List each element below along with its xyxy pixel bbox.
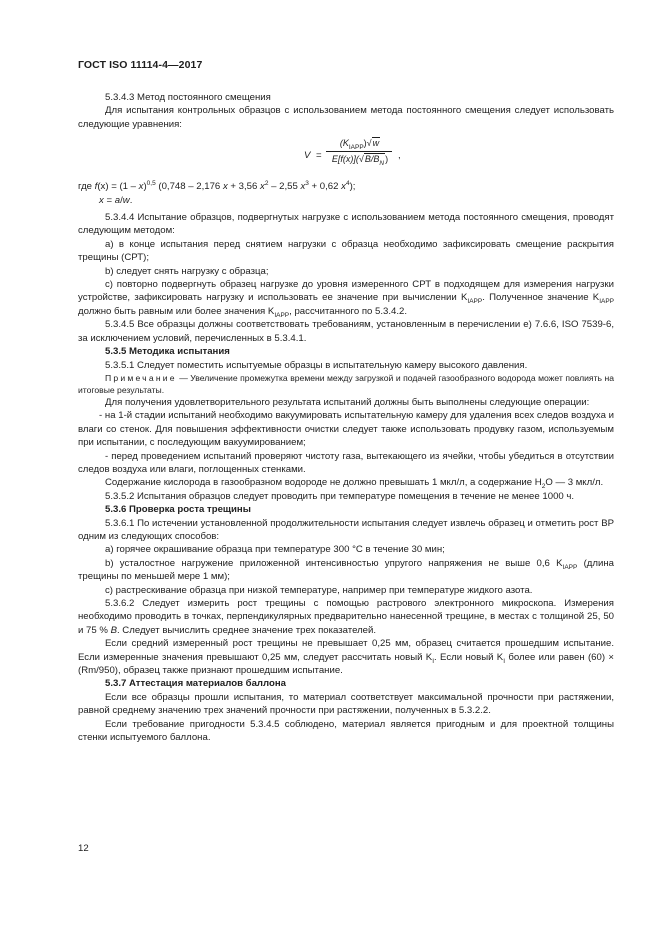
document-body — [78, 91, 614, 744]
displacement-formula — [78, 133, 614, 177]
section-5-3-4-3-title: 5.3.4.3 Метод постоянного смещения — [105, 92, 271, 103]
document-header: ГОСТ ISO 11114-4—2017 — [78, 59, 203, 71]
section-5-3-6-heading: 5.3.6 Проверка роста трещины — [105, 504, 251, 516]
section-5-3-4-4-item-b: b) следует снять нагрузку с образца; — [105, 265, 269, 277]
section-5-3-6-1-item-c: с) растрескивание образца при низкой температуре, например при температуре жидкого азота. — [105, 584, 533, 596]
formula-where-x: x = a/w. — [99, 194, 133, 206]
section-5-3-6-1-item-b: b) усталостное нагружение приложенной интенсивностью упругого напряжения не выше 0,6 $K_{IAPP}$ (длина трещины по меньшей мере 1 мм); — [78, 557, 614, 583]
section-5-3-4-5: 5.3.4.5 Все образцы должны соответствовать требованиям, установленным в перечислении е) 7.6.6, ISO 7539-6, за исключением условий, перечисленных в 5.3.4.1. — [78, 319, 614, 344]
section-5-3-5-operations-intro: Для получения удовлетворительного результата испытаний должны быть выполнены следующие операции: — [105, 396, 590, 408]
section-5-3-5-2: 5.3.5.2 Испытания образцов следует проводить при температуре помещения в течение не менее 1000 ч. — [105, 490, 575, 502]
section-5-3-5-oxygen: Содержание кислорода в газообразном водороде не должно превышать 1 мкл/л, а содержание $H_2O$ — 3 мкл/л. — [105, 477, 604, 491]
section-5-3-5-1: 5.3.5.1 Следует поместить испытуемые образцы в испытательную камеру высокого давления. — [105, 359, 528, 371]
section-5-3-4-4-item-a: а) в конце испытания перед снятием нагрузки с образца необходимо зафиксировать смещение раскрытия трещины (СРТ); — [78, 238, 614, 264]
section-5-3-6-2: 5.3.6.2 Следует измерить рост трещины с помощью растрового электронного микроскопа. Измерения необходимо проводить в точках, перпендикулярных предварительно нанесенной трещине, в местах с толщиной 25, 50 и 75 % B. Следует вычислить среднее значение трех показателей. — [78, 598, 614, 636]
section-5-3-6-1-item-a: а) горячее окрашивание образца при температуре 300 °С в течение 30 мин; — [105, 544, 445, 556]
section-5-3-7-heading: 5.3.7 Аттестация материалов баллона — [105, 678, 286, 690]
section-5-3-5-dash-1: - на 1-й стадии испытаний необходимо вакуумировать испытательную камеру для удаления всех следов воздуха и влаги со стенок. Для повышения эффективности очистки следует также использовать продувку газом, используемым при испытании, с последующим вакуумированием; — [78, 410, 614, 449]
section-5-3-4-4-intro: 5.3.4.4 Испытание образцов, подвергнутых нагрузке с использованием метода постоянного смещения, проводят следующим методом: — [78, 212, 614, 237]
section-5-3-7-p1: Если все образцы прошли испытания, то материал соответствует максимальной прочности при растяжении, равной среднему значению трех значений прочности при растяжении, полученных в 5.3.2.2. — [78, 691, 614, 717]
section-5-3-6-1: 5.3.6.1 По истечении установленной продолжительности испытания следует извлечь образец и отметить рост ВР одним из следующих способов: — [78, 517, 614, 542]
section-5-3-6-2-result: Если средний измеренный рост трещины не превышает 0,25 мм, образец считается прошедшим испытание. Если измеренные значения превышают 0,25 мм, следует рассчитать новый $K_I$. Если новый $K_I$ более или равен (60) × (Rm/950), образец также признают прошедшим испытание. — [78, 638, 614, 677]
formula-fraction-bar — [326, 151, 392, 152]
formula-v: V — [304, 150, 311, 162]
formula-equals: = — [316, 150, 322, 162]
section-5-3-5-heading: 5.3.5 Методика испытания — [105, 346, 230, 358]
section-5-3-7-p2: Если требование пригодности 5.3.4.5 соблюдено, материал является пригодным и для проектной толщины стенки испытуемого баллона. — [78, 718, 614, 744]
section-5-3-4-3-intro: Для испытания контрольных образцов с использованием метода постоянного смещения следует использовать следующие уравнения: — [78, 105, 614, 130]
section-5-3-5-note: Примечание — Увеличение промежутка времени между загрузкой и подачей газообразного водорода может повлиять на итоговые результаты. — [78, 372, 614, 395]
page-number: 12 — [78, 843, 89, 854]
formula-comma: , — [398, 150, 401, 162]
formula-numerator: $(K_{IAPP})√w$ — [339, 138, 380, 152]
section-5-3-4-4-item-c: с) повторно подвергнуть образец нагрузке до уровня измеренного СРТ в подходящем для измерения нагрузки устройстве, зафиксировать нагрузку и использовать ее значение при вычислении $K_{IAPP}$. Полученное значение $K_{IAPP}$ должно быть равным или более значения $K_{IAPP}$, рассчитанного по 5.3.4.2. — [78, 279, 614, 319]
formula-denominator: $E[f(x)](√B/B_N)$ — [331, 154, 389, 168]
section-5-3-5-dash-2: - перед проведением испытаний проверяют чистоту газа, вытекающего из ячейки, чтобы убедиться в отсутствии следов воздуха или влаги, поглощенных стенками. — [78, 450, 614, 475]
formula-where-fx: где f(x) = (1 – x)$^{0,5}$ (0,748 – 2,176 x + 3,56 $x^2 - 2,55$ $x^3 + 0,62$ $x^4$); — [78, 180, 356, 193]
